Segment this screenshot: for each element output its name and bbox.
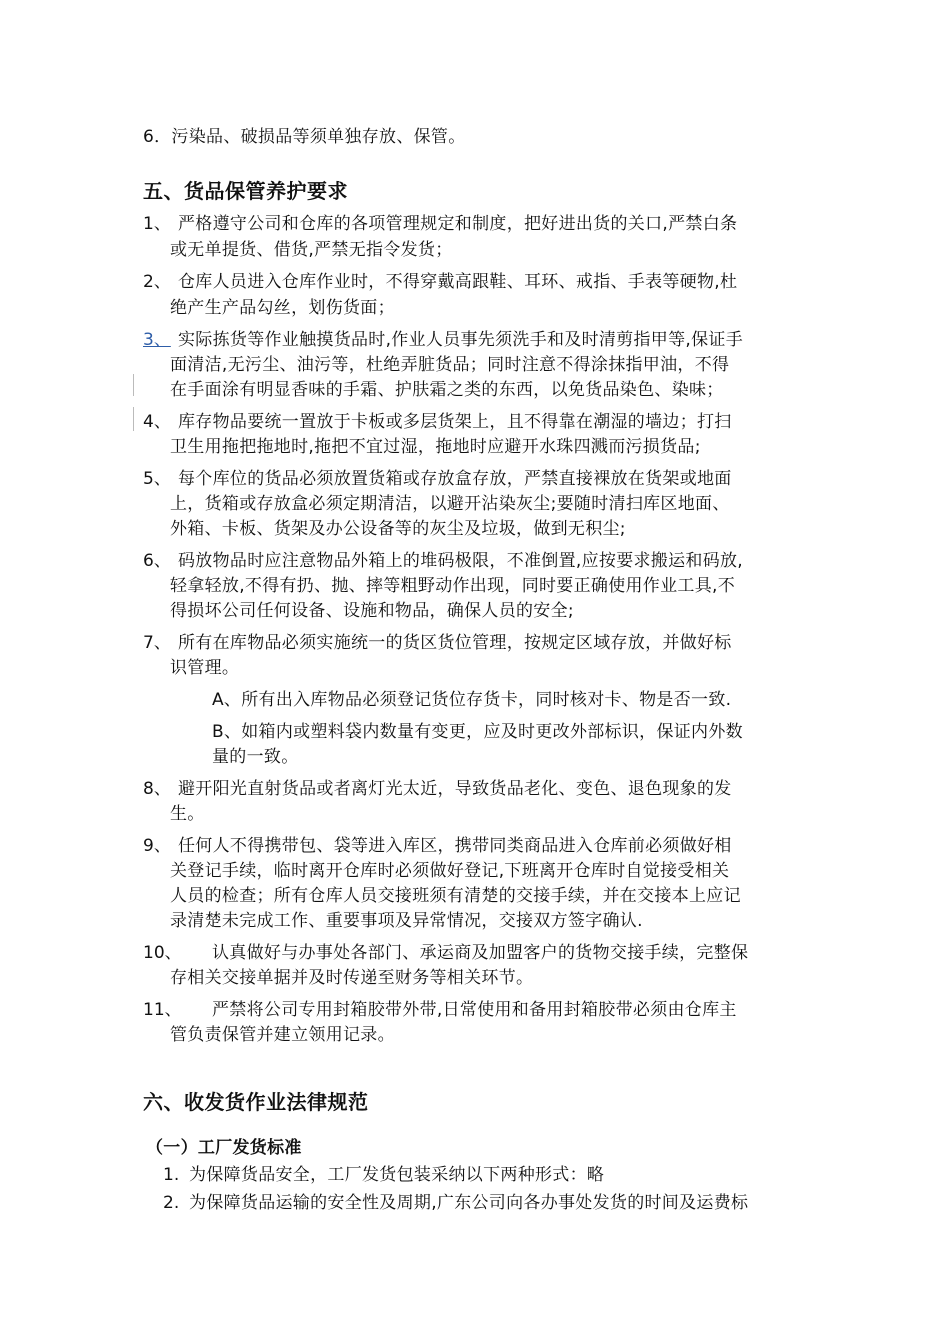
item-1-number: 1、 [143, 214, 171, 234]
item-6-number: 6、 [143, 551, 171, 571]
s6-item-2-text: 为保障货品运输的安全性及周期,广东公司向各办事处发货的时间及运费标 [189, 1193, 749, 1213]
item-9-line-1: 任何人不得携带包、袋等进入库区，携带同类商品进入仓库前必须做好相 [178, 836, 732, 856]
item-6-line-3: 得损坏公司任何设备、设施和物品，确保人员的安全; [170, 601, 574, 621]
item-6-line-2: 轻拿轻放,不得有扔、抛、摔等粗野动作出现，同时要正确使用作业工具,不 [170, 576, 736, 596]
item-10-number: 10、 [143, 943, 182, 963]
item-3-number[interactable]: 3、 [143, 330, 171, 350]
item-5-line-2: 上，货箱或存放盒必须定期清洁，以避开沾染灰尘;要随时清扫库区地面、 [170, 494, 730, 514]
item-7b-line-1: B、如箱内或塑料袋内数量有变更，应及时更改外部标识，保证内外数 [212, 722, 743, 742]
item-10-line-1: 认真做好与办事处各部门、承运商及加盟客户的货物交接手续，完整保 [212, 943, 749, 963]
item-9-line-4: 录清楚未完成工作、重要事项及异常情况，交接双方签字确认. [170, 911, 643, 931]
item-8-line-2: 生。 [170, 804, 205, 824]
item-2-line-2: 绝产生产品勾丝，划伤货面； [170, 298, 395, 318]
item-4-line-2: 卫生用拖把拖地时,拖把不宜过湿，拖地时应避开水珠四溅而污损货品; [170, 437, 701, 457]
item-11-line-2: 管负责保管并建立领用记录。 [170, 1025, 395, 1045]
item-11-number: 11、 [143, 1000, 182, 1020]
item-3-line-2: 面清洁,无污尘、油污等，杜绝弄脏货品；同时注意不得涂抹指甲油，不得 [170, 355, 730, 375]
s6-item-1-number: 1. [163, 1165, 180, 1185]
item-5-line-3: 外箱、卡板、货架及办公设备等的灰尘及垃圾，做到无积尘; [170, 519, 626, 539]
item-3-line-1: 实际拣货等作业触摸货品时,作业人员事先须洗手和及时清剪指甲等,保证手 [178, 330, 744, 350]
section-6-title: 六、收发货作业法律规范 [143, 1090, 369, 1114]
item-7-number: 7、 [143, 633, 171, 653]
item-1-line-2: 或无单提货、借货,严禁无指令发货； [170, 240, 453, 260]
item-5-line-1: 每个库位的货品必须放置货箱或存放盒存放，严禁直接裸放在货架或地面 [178, 469, 732, 489]
item-11-line-1: 严禁将公司专用封箱胶带外带,日常使用和备用封箱胶带必须由仓库主 [212, 1000, 737, 1020]
item-9-number: 9、 [143, 836, 171, 856]
item-3-line-3: 在手面涂有明显香味的手霜、护肤霜之类的东西，以免货品染色、染味； [170, 380, 724, 400]
item-8-line-1: 避开阳光直射货品或者离灯光太近，导致货品老化、变色、退色现象的发 [178, 779, 732, 799]
item-6-line-1: 码放物品时应注意物品外箱上的堆码极限，不准倒置,应按要求搬运和码放, [178, 551, 744, 571]
section-6-subheading: （一）工厂发货标准 [146, 1138, 302, 1158]
item-5-number: 5、 [143, 469, 171, 489]
change-bar [133, 374, 134, 396]
item-7-line-2: 识管理。 [170, 658, 240, 678]
item-1-line-1: 严格遵守公司和仓库的各项管理规定和制度，把好进出货的关口,严禁白条 [178, 214, 738, 234]
item-7b-line-2: 量的一致。 [212, 747, 299, 767]
item-2-number: 2、 [143, 272, 171, 292]
section-5-title: 五、货品保管养护要求 [143, 179, 348, 203]
item-7-line-1: 所有在库物品必须实施统一的货区货位管理，按规定区域存放，并做好标 [178, 633, 732, 653]
s6-item-2-number: 2. [163, 1193, 180, 1213]
item-9-line-3: 人员的检查；所有仓库人员交接班须有清楚的交接手续，并在交接本上应记 [170, 886, 741, 906]
item-2-line-1: 仓库人员进入仓库作业时，不得穿戴高跟鞋、耳环、戒指、手表等硬物,杜 [178, 272, 738, 292]
item-7a-line-1: A、所有出入库物品必须登记货位存货卡，同时核对卡、物是否一致. [212, 690, 732, 710]
prev-item-6: 6．污染品、破损品等须单独存放、保管。 [143, 127, 466, 147]
s6-item-1-text: 为保障货品安全，工厂发货包装采纳以下两种形式：略 [189, 1165, 605, 1185]
item-4-line-1: 库存物品要统一置放于卡板或多层货架上，且不得靠在潮湿的墙边；打扫 [178, 412, 732, 432]
item-4-number: 4、 [143, 412, 171, 432]
item-8-number: 8、 [143, 779, 171, 799]
item-10-line-2: 存相关交接单据并及时传递至财务等相关环节。 [170, 968, 534, 988]
item-9-line-2: 关登记手续，临时离开仓库时必须做好登记,下班离开仓库时自觉接受相关 [170, 861, 730, 881]
change-bar [133, 407, 134, 431]
